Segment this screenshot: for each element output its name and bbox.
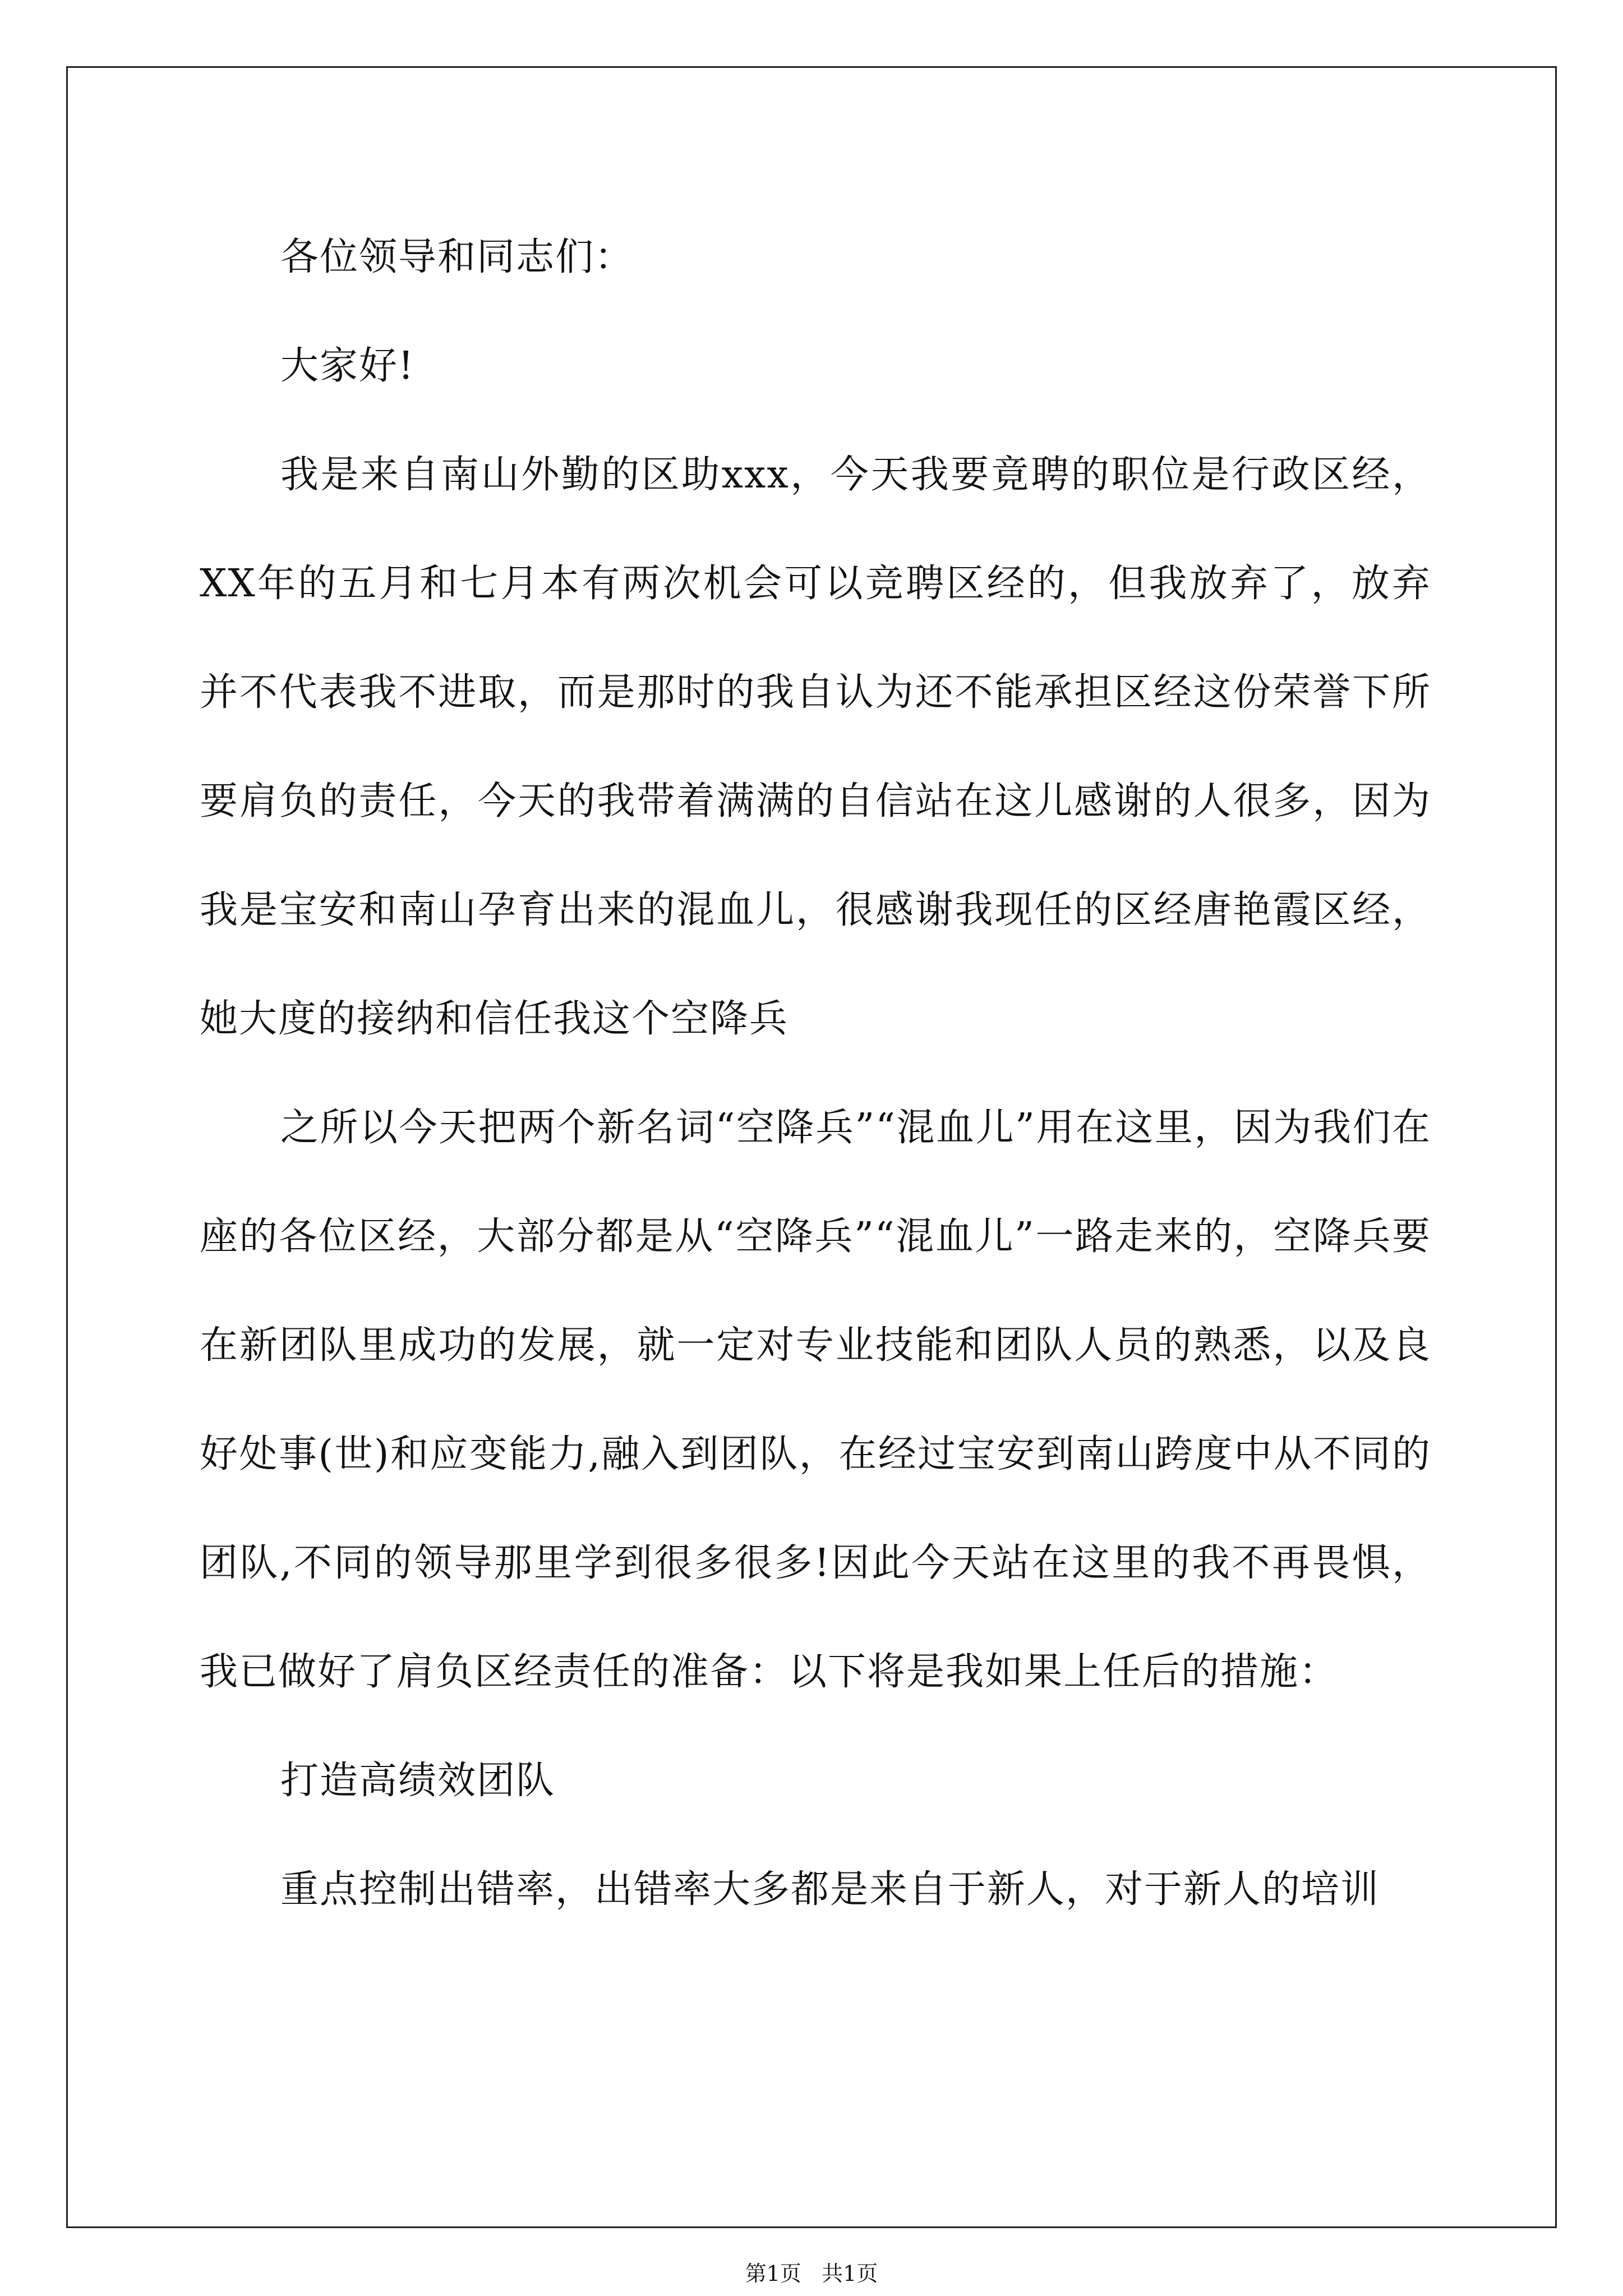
document-body [200,203,1431,1944]
page-number-footer: 第1页 共1页 [745,2261,878,2286]
greeting: 大家好! [280,344,415,388]
paragraph-introduction: 我是来自南山外勤的区助xxx，今天我要竟聘的职位是行政区经，XX年的五月和七月本有两次机会可以竞聘区经的，但我放弃了，放弃并不代表我不进取，而是那时的我自认为还不能承担区经这份荣誉下所要肩负的责任，今天的我带着满满的自信站在这儿感谢的人很多，因为我是宝安和南山孕育出来的混血儿，很感谢我现任的区经唐艳霞区经，她大度的接纳和信任我这个空降兵 [200,453,1431,1041]
paragraph-background: 之所以今天把两个新名词“空降兵”“混血儿”用在这里，因为我们在座的各位区经，大部分都是从“空降兵”“混血儿”一路走来的，空降兵要在新团队里成功的发展，就一定对专业技能和团队人员的熟悉，以及良好处事(世)和应变能力,融入到团队，在经过宝安到南山跨度中从不同的团队,不同的领导那里学到很多很多!因此今天站在这里的我不再畏惧，我已做好了肩负区经责任的准备：以下将是我如果上任后的措施： [200,1106,1431,1694]
section-heading: 打造高绩效团队 [280,1759,556,1803]
salutation: 各位领导和同志们： [280,235,634,279]
paragraph-measures: 重点控制出错率，出错率大多都是来自于新人，对于新人的培训 [280,1867,1380,1912]
